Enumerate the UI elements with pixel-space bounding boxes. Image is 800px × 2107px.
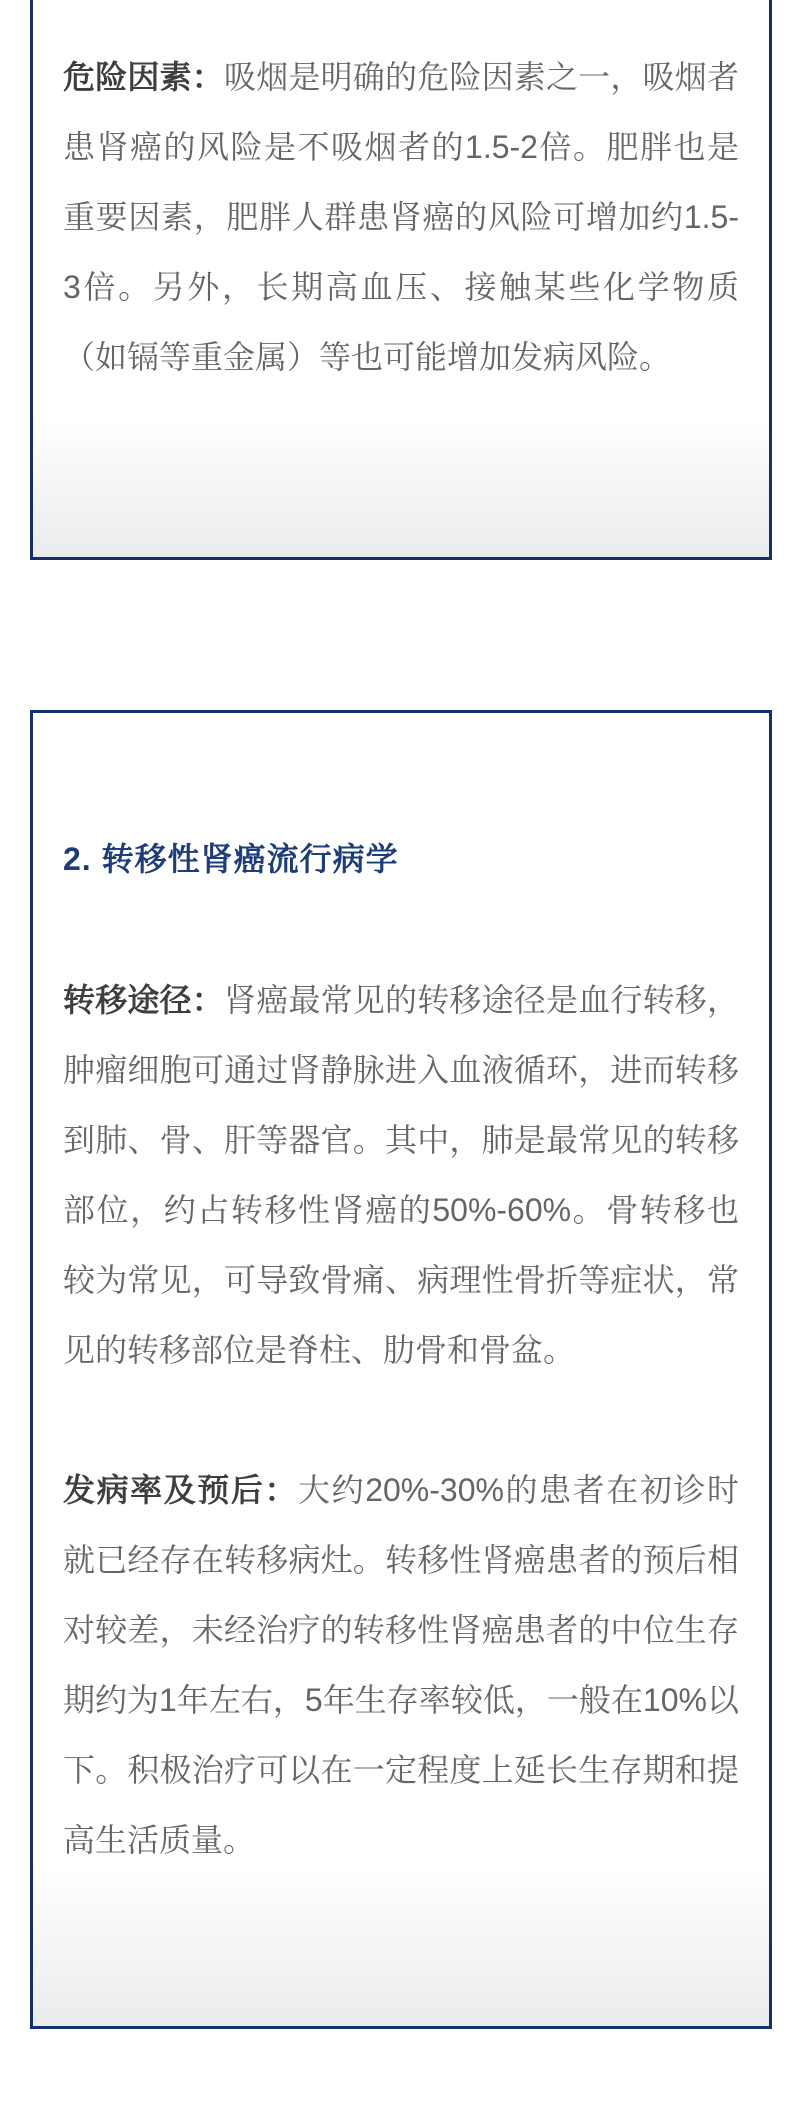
risk-factors-card: [30, 0, 772, 560]
incidence-prognosis-paragraph: [33, 1455, 769, 1875]
incidence-prognosis-label: 发病率及预后：: [63, 1472, 299, 1508]
epidemiology-section-heading: 2. 转移性肾癌流行病学: [63, 841, 399, 877]
metastasis-route-label: 转移途径：: [63, 982, 224, 1018]
risk-factors-paragraph: [33, 42, 769, 392]
metastasis-route-text: 肾癌最常见的转移途径是血行转移，肿瘤细胞可通过肾静脉进入血液循环，进而转移到肺、骨、肝等器官。其中，肺是最常见的转移部位，约占转移性肾癌的50%-60%。骨转移也较为常见，可导致骨痛、病理性骨折等症状，常见的转移部位是脊柱、肋骨和骨盆。: [63, 982, 739, 1368]
incidence-prognosis-text: 大约20%-30%的患者在初诊时就已经存在转移病灶。转移性肾癌患者的预后相对较差，未经治疗的转移性肾癌患者的中位生存期约为1年左右，5年生存率较低，一般在10%以下。积极治疗可以在一定程度上延长生存期和提高生活质量。: [63, 1472, 739, 1858]
risk-factors-label: 危险因素：: [63, 59, 224, 95]
metastasis-route-paragraph: [33, 965, 769, 1385]
risk-factors-text: 吸烟是明确的危险因素之一，吸烟者患肾癌的风险是不吸烟者的1.5-2倍。肥胖也是重要因素，肥胖人群患肾癌的风险可增加约1.5-3倍。另外，长期高血压、接触某些化学物质（如镉等重金属）等也可能增加发病风险。: [63, 59, 739, 375]
epidemiology-card: [30, 710, 772, 2029]
